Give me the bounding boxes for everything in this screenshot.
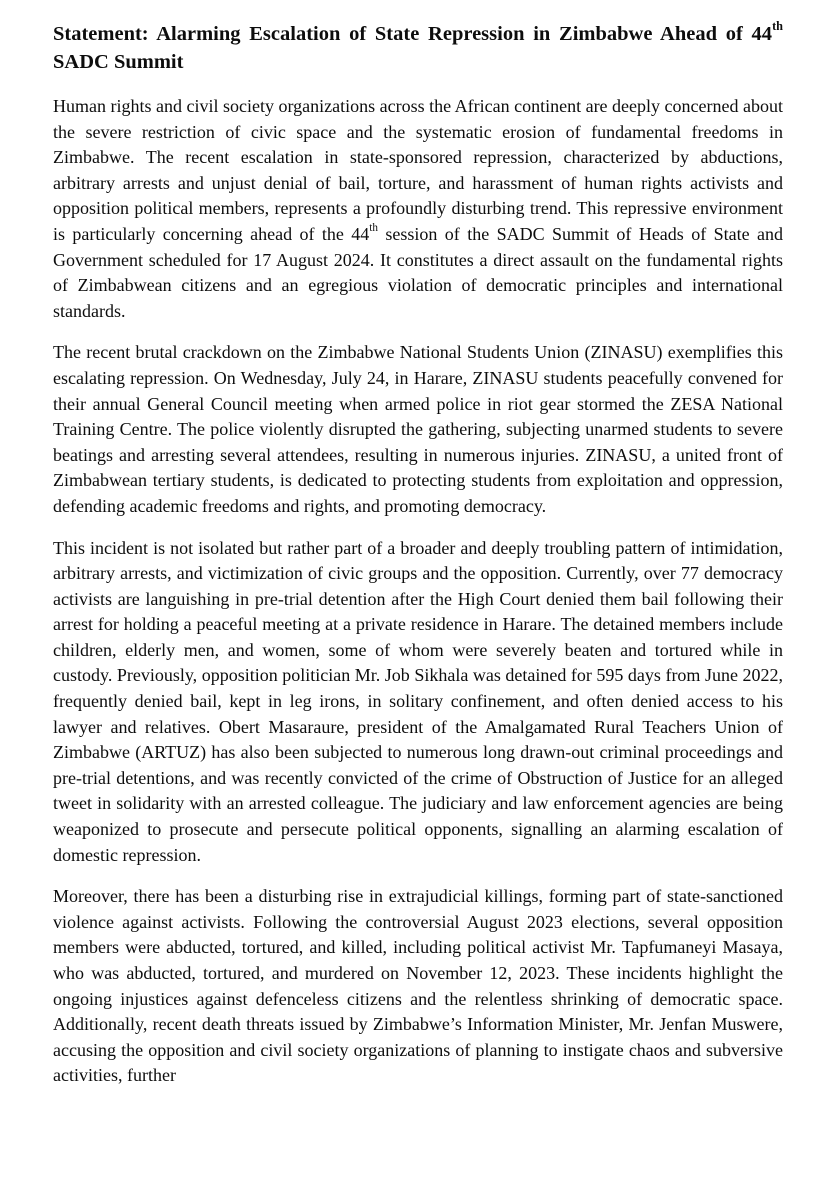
paragraph-4: Moreover, there has been a disturbing rise in extrajudicial killings, forming part of state-sanctioned violence against activists. Following the controversial August 2023 elections, several opposition members were abducted, tortured, and killed, including political activist Mr. Tapfumaneyi Masaya, who was abducted, tortured, and murdered on November 12, 2023. These incidents highlight the ongoing injustices against defenceless citizens and the relentless shrinking of democratic space. Additionally, recent death threats issued by Zimbabwe’s Information Minister, Mr. Jenfan Muswere, accusing the opposition and civil society organizations of planning to instigate chaos and subversive activities, further — [53, 886, 783, 1086]
title-text: Statement: Alarming Escalation of State Repression in Zimbabwe Ahead of 44 — [53, 23, 773, 45]
title-text-end: SADC Summit — [53, 51, 184, 73]
statement-title — [53, 20, 783, 76]
paragraph-1 — [53, 94, 783, 324]
paragraph-1-text-end: session of the SADC Summit of Heads of State and Government scheduled for 17 August 2024. It constitutes a direct assault on the fundamental rights of Zimbabwean citizens and an egregious violation of democratic principles and international standards. — [53, 223, 783, 321]
paragraph-1-superscript: th — [369, 222, 378, 235]
paragraph-1-text: Human rights and civil society organizations across the African continent are deeply concerned about the severe restriction of civic space and the systematic erosion of fundamental freedoms in Zimbabwe. The recent escalation in state-sponsored repression, characterized by abductions, arbitrary arrests and unjust denial of bail, torture, and harassment of human rights activists and opposition political members, represents a profoundly disturbing trend. This repressive environment is particularly concerning ahead of the 44 — [53, 96, 783, 244]
paragraph-2: The recent brutal crackdown on the Zimbabwe National Students Union (ZINASU) exemplifies this escalating repression. On Wednesday, July 24, in Harare, ZINASU students peacefully convened for their annual General Council meeting when armed police in riot gear stormed the ZESA National Training Centre. The police violently disrupted the gathering, subjecting unarmed students to severe beatings and arresting several attendees, resulting in numerous injuries. ZINASU, a united front of Zimbabwean tertiary students, is dedicated to protecting students from exploitation and oppression, defending academic freedoms and rights, and promoting democracy. — [53, 342, 783, 516]
paragraph-3: This incident is not isolated but rather part of a broader and deeply troubling pattern of intimidation, arbitrary arrests, and victimization of civic groups and the opposition. Currently, over 77 democracy activists are languishing in pre-trial detention after the High Court denied them bail following their arrest for holding a peaceful meeting at a private residence in Harare. The detained members include children, elderly men, and women, some of whom were severely beaten and tortured while in custody. Previously, opposition politician Mr. Job Sikhala was detained for 595 days from June 2022, frequently denied bail, kept in leg irons, in solitary confinement, and often denied access to his lawyer and relatives. Obert Masaraure, president of the Amalgamated Rural Teachers Union of Zimbabwe (ARTUZ) has also been subjected to numerous long drawn-out criminal proceedings and pre-trial detentions, and was recently convicted of the crime of Obstruction of Justice for an alleged tweet in solidarity with an arrested colleague. The judiciary and law enforcement agencies are being weaponized to prosecute and persecute political opponents, signalling an alarming escalation of domestic repression. — [53, 537, 783, 865]
title-superscript: th — [772, 19, 783, 34]
